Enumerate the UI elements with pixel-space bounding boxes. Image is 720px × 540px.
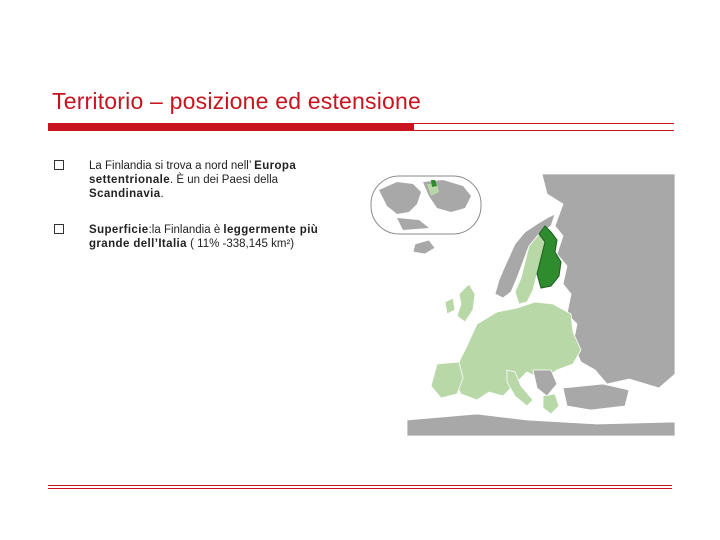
title-rule-thin-below	[414, 130, 674, 131]
bullet-1-text-a: La Finlandia si trova a nord nell’	[89, 160, 255, 172]
bullet-1-bold-b: Scandinavia	[89, 188, 161, 200]
title-rule-thick	[48, 124, 414, 131]
bullet-marker	[54, 160, 64, 170]
bullet-text-location	[89, 159, 341, 201]
bullet-2-text-b: ( 11% -338,145 km²)	[186, 238, 295, 250]
bullet-2-text-a: :la Finlandia è	[148, 224, 224, 236]
bullet-2-bold-b: leggermente più grande dell’Italia	[89, 224, 319, 250]
bullet-marker	[54, 224, 64, 234]
footer-rule-bottom	[48, 488, 672, 489]
bullet-2-bold-a: Superficie	[89, 224, 149, 236]
slide-title: Territorio – posizione ed estensione	[52, 88, 422, 114]
bullet-1-bold-a: Europa settentrionale	[89, 160, 297, 186]
europe-locator-map	[367, 174, 675, 436]
bullet-1-text-b: . È un dei Paesi della	[170, 174, 279, 186]
bullet-text-area	[89, 223, 341, 251]
bullet-1-text-c: .	[160, 188, 164, 200]
footer-rule-top	[48, 485, 672, 486]
non-eu-turkey	[563, 384, 629, 410]
